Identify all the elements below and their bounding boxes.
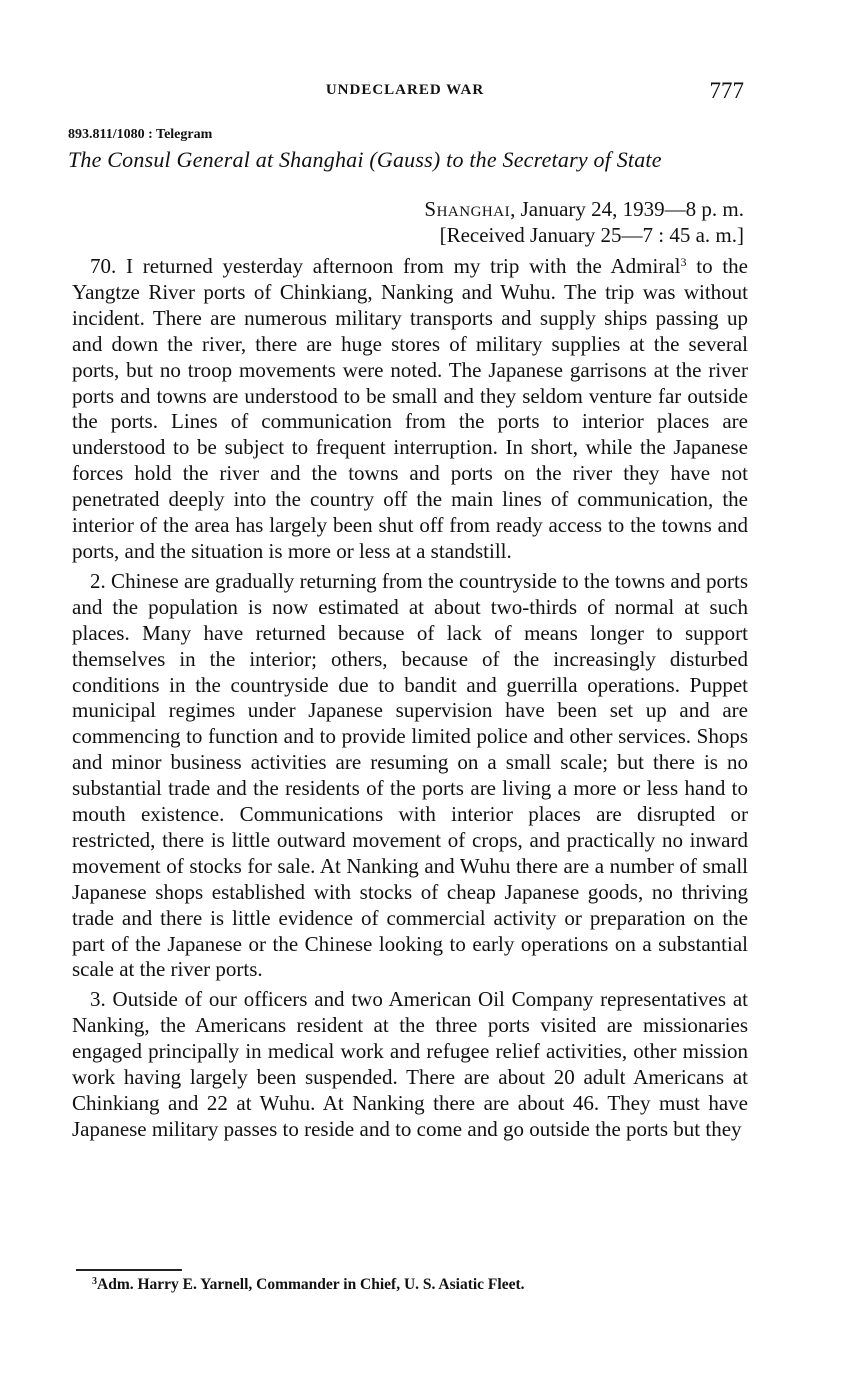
footnote-reference: 3 (680, 255, 687, 269)
footnote (92, 1276, 525, 1294)
dateline-sent (424, 196, 744, 222)
paragraph-2: 2. Chinese are gradually returning from the countryside to the towns and ports and the population is now estimated at about two-thirds of normal at such places. Many have returned because of lack of means longer to support themselves in the interior; others, because of the increasingly disturbed conditions in the countryside due to bandit and guerrilla operations. Puppet municipal regimes under Japanese supervision have been set up and are commencing to function and to provide limited police and other services. Shops and minor business activities are resuming on a small scale; but there is no substantial trade and the residents of the ports are living a more or less hand to mouth existence. Communications with interior places are disrupted or restricted, there is little outward movement of crops, and practically no inward movement of stocks for sale. At Nanking and Wuhu there are a number of small Japanese shops established with stocks of cheap Japanese goods, no thriving trade and there is little evidence of commercial activity or preparation on the part of the Japanese or the Chinese looking to early operations on a substantial scale at the river ports. (72, 568, 748, 982)
paragraph-3: 3. Outside of our officers and two American Oil Company representatives at Nanking, the Americans resident at the three ports visited are missionaries engaged principally in medical work and refugee relief activities, other mission work having largely been suspended. There are about 20 adult Americans at Chinkiang and 22 at Wuhu. At Nanking there are about 46. They must have Japanese military passes to reside and to come and go outside the ports but they (72, 987, 748, 1141)
paragraph-1-lead: 70. I returned yesterday afternoon from my trip with the Admiral (90, 254, 681, 278)
telegram-body (72, 254, 748, 1147)
dateline-place: Shanghai (424, 197, 511, 221)
document-file-number: 893.811/1080 : Telegram (68, 127, 213, 142)
running-header (68, 78, 742, 108)
dateline (424, 196, 744, 248)
footnote-mark: 3 (92, 1276, 97, 1287)
running-title: UNDECLARED WAR (325, 82, 485, 98)
paragraph-1 (72, 254, 748, 565)
footnote-text: Adm. Harry E. Yarnell, Commander in Chief, U. S. Asiatic Fleet. (97, 1276, 525, 1293)
document-heading: The Consul General at Shanghai (Gauss) to the Secretary of State (68, 147, 662, 172)
footnote-divider (76, 1269, 182, 1271)
dateline-date: , January 24, 1939—8 p. m. (510, 197, 744, 221)
page-number: 777 (709, 78, 744, 103)
paragraph-1-rest: to the Yangtze River ports of Chinkiang, Nanking and Wuhu. The trip was without incident. There are numerous military transports and supply ships passing up and down the river, there are huge stores of military supplies at the several ports, but no troop movements were noted. The Japanese garrisons at the river ports and towns are understood to be small and they seldom venture far outside the ports. Lines of communication from the ports to interior places are understood to be subject to frequent interruption. In short, while the Japanese forces hold the river and the towns and ports on the river they have not penetrated deeply into the country off the main lines of communication, the interior of the area has largely been shut off from ready access to the towns and ports, and the situation is more or less at a standstill. (72, 254, 748, 563)
dateline-received: [Received January 25—7 : 45 a. m.] (439, 223, 744, 247)
